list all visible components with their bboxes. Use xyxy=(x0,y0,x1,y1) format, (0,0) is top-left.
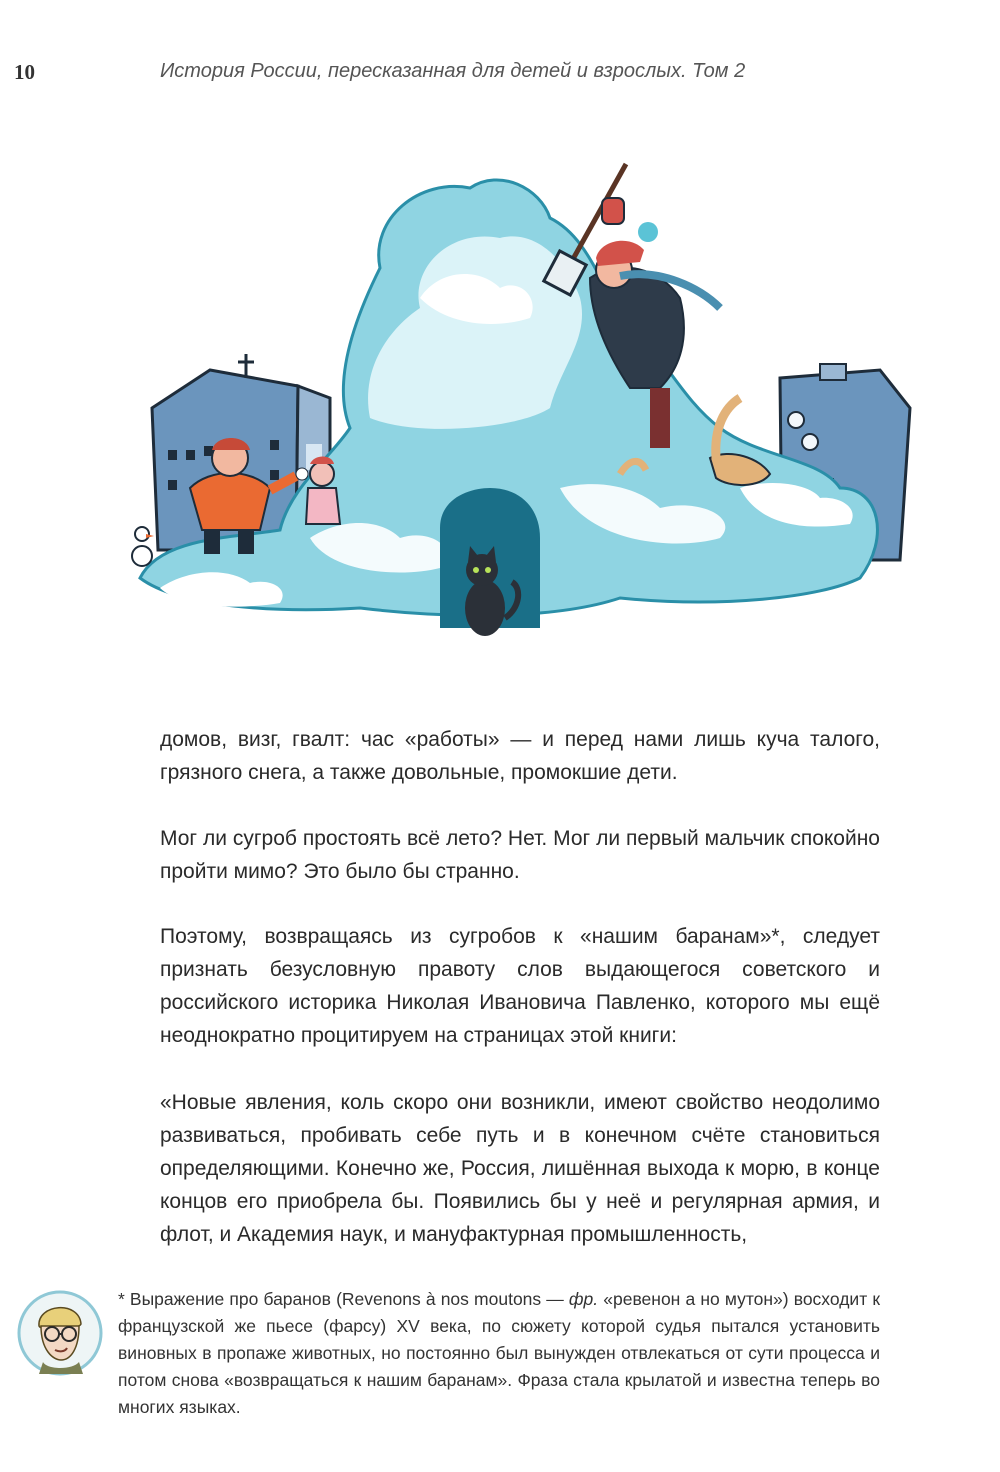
paragraph: Мог ли сугроб простоять всё лето? Нет. Мог ли первый мальчик спокойно пройти мимо? Это было бы странно. xyxy=(160,827,880,883)
footnote-text-end: «ревенон а но мутон») восходит к французской же пьесе (фарсу) XV века, по сюжету которой судья пытался установить виновных в пропаже животных, но постоянно был вынужден отвлекаться от сути процесса и потом снова «возвращаться к нашим баранам». Фраза стала крылатой и известна теперь во многих языках. xyxy=(118,1289,880,1417)
snowdrift-illustration xyxy=(120,158,920,658)
quote-paragraph: «Новые явления, коль скоро они возникли, имеют свойство неодолимо развиваться, пробивать себе путь и в конечном счёте становиться определяющими. Конечно же, Россия, лишённая выхода к морю, в конце концов его приобрела бы. Появились бы у неё и регулярная армия, и флот, и Академия наук, и мануфактурная промышленность, xyxy=(160,1091,880,1246)
running-header: История России, пересказанная для детей и взрослых. Том 2 xyxy=(160,60,746,82)
snowman xyxy=(132,527,154,566)
page-number: 10 xyxy=(14,60,35,84)
paragraph: домов, визг, гвалт: час «работы» — и перед нами лишь куча талого, грязного снега, а также довольные, промокшие дети. xyxy=(160,728,880,784)
narrator-avatar xyxy=(17,1290,103,1376)
footnote-text-start: * Выражение про баранов (Revenons à nos moutons — xyxy=(118,1289,569,1309)
paragraph: Поэтому, возвращаясь из сугробов к «нашим баранам»*, следует признать безусловную правоту слов выдающегося советского и российского историка Николая Ивановича Павленко, которого мы ещё неоднократно процитируем на страницах этой книги: xyxy=(160,925,880,1047)
footnote-language-abbr: фр. xyxy=(568,1289,599,1309)
footnote xyxy=(118,1286,880,1421)
